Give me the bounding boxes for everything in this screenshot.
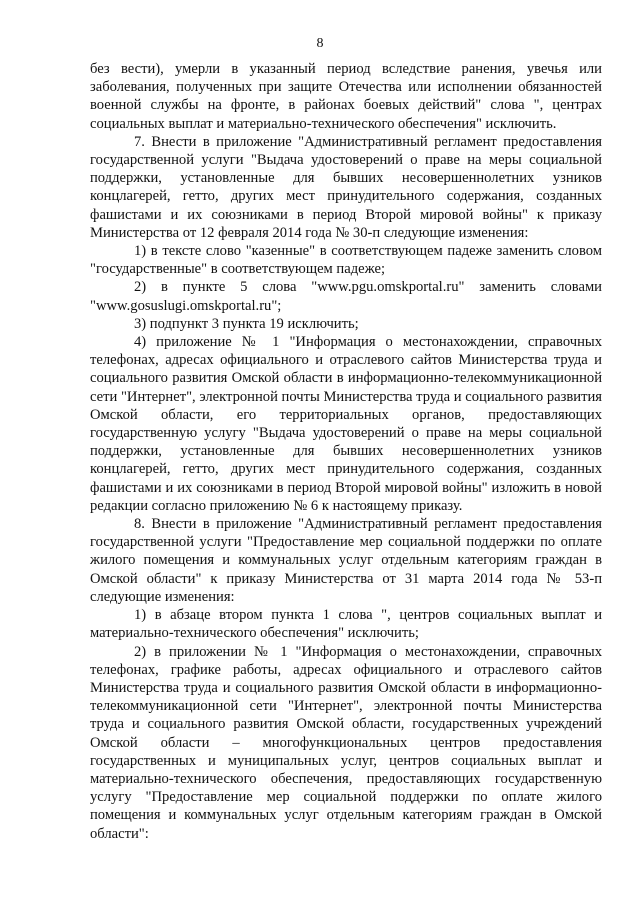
paragraph: без вести), умерли в указанный период вследствие ранения, увечья или заболевания, полученных при защите Отечества или исполнении обязанностей военной службы на фронте, в районах боевых действий" слова ", центрах социальных выплат и материально-технического обеспечения" исключить. (90, 61, 602, 132)
paragraph: 7. Внести в приложение "Административный регламент предоставления государственной услуги "Выдача удостоверений о праве на меры социальной поддержки, установленные для бывших несовершеннолетних узников концлагерей, гетто, других мест принудительного содержания, созданных фашистами и их союзниками в период Второй мировой войны" к приказу Министерства от 12 февраля 2014 года № 30-п следующие изменения: (90, 133, 602, 241)
paragraph: 1) в абзаце втором пункта 1 слова ", центров социальных выплат и материально-технического обеспечения" исключить; (90, 607, 602, 642)
paragraph: 3) подпункт 3 пункта 19 исключить; (134, 315, 359, 332)
paragraph: 2) в пункте 5 слова "www.pgu.omskportal.ru" заменить словами "www.gosuslugi.omskportal.ru"; (90, 279, 602, 314)
page-number: 8 (316, 36, 324, 51)
document-body (90, 60, 602, 843)
paragraph: 8. Внести в приложение "Административный регламент предоставления государственной услуги "Предоставление мер социальной поддержки по оплате жилого помещения и коммунальных услуг отдельным категориям граждан в Омской области" к приказу Министерства от 31 марта 2014 года № 53-п следующие изменения: (90, 516, 602, 605)
paragraph: 2) в приложении № 1 "Информация о местонахождении, справочных телефонах, графике работы, адресах официального и отраслевого сайтов Министерства труда и социального развития Омской области в информационно-телекоммуникационной сети "Интернет", электронной почты Министерства труда и социального развития Омской области, государственных учреждений Омской области – многофункциональных центров предоставления государственных и муниципальных услуг, центров социальных выплат и материально-технического обеспечения, предоставляющих государственную услугу "Предоставление мер социальной поддержки по оплате жилого помещения и коммунальных услуг отдельным категориям граждан в Омской области": (90, 643, 602, 842)
paragraph: 1) в тексте слово "казенные" в соответствующем падеже заменить словом "государственные" в соответствующем падеже; (90, 243, 602, 278)
paragraph: 4) приложение № 1 "Информация о местонахождении, справочных телефонах, адресах официального и отраслевого сайтов Министерства труда и социального развития Омской области в информационно-телекоммуникационной сети "Интернет", электронной почты Министерства труда и социального развития Омской области, его территориальных органов, предоставляющих государственную услугу "Выдача удостоверений о праве на меры социальной поддержки, установленные для бывших несовершеннолетних узников концлагерей, гетто, других мест принудительного содержания, созданных фашистами и их союзниками в период Второй мировой войны" изложить в новой редакции согласно приложению № 6 к настоящему приказу. (90, 334, 602, 514)
